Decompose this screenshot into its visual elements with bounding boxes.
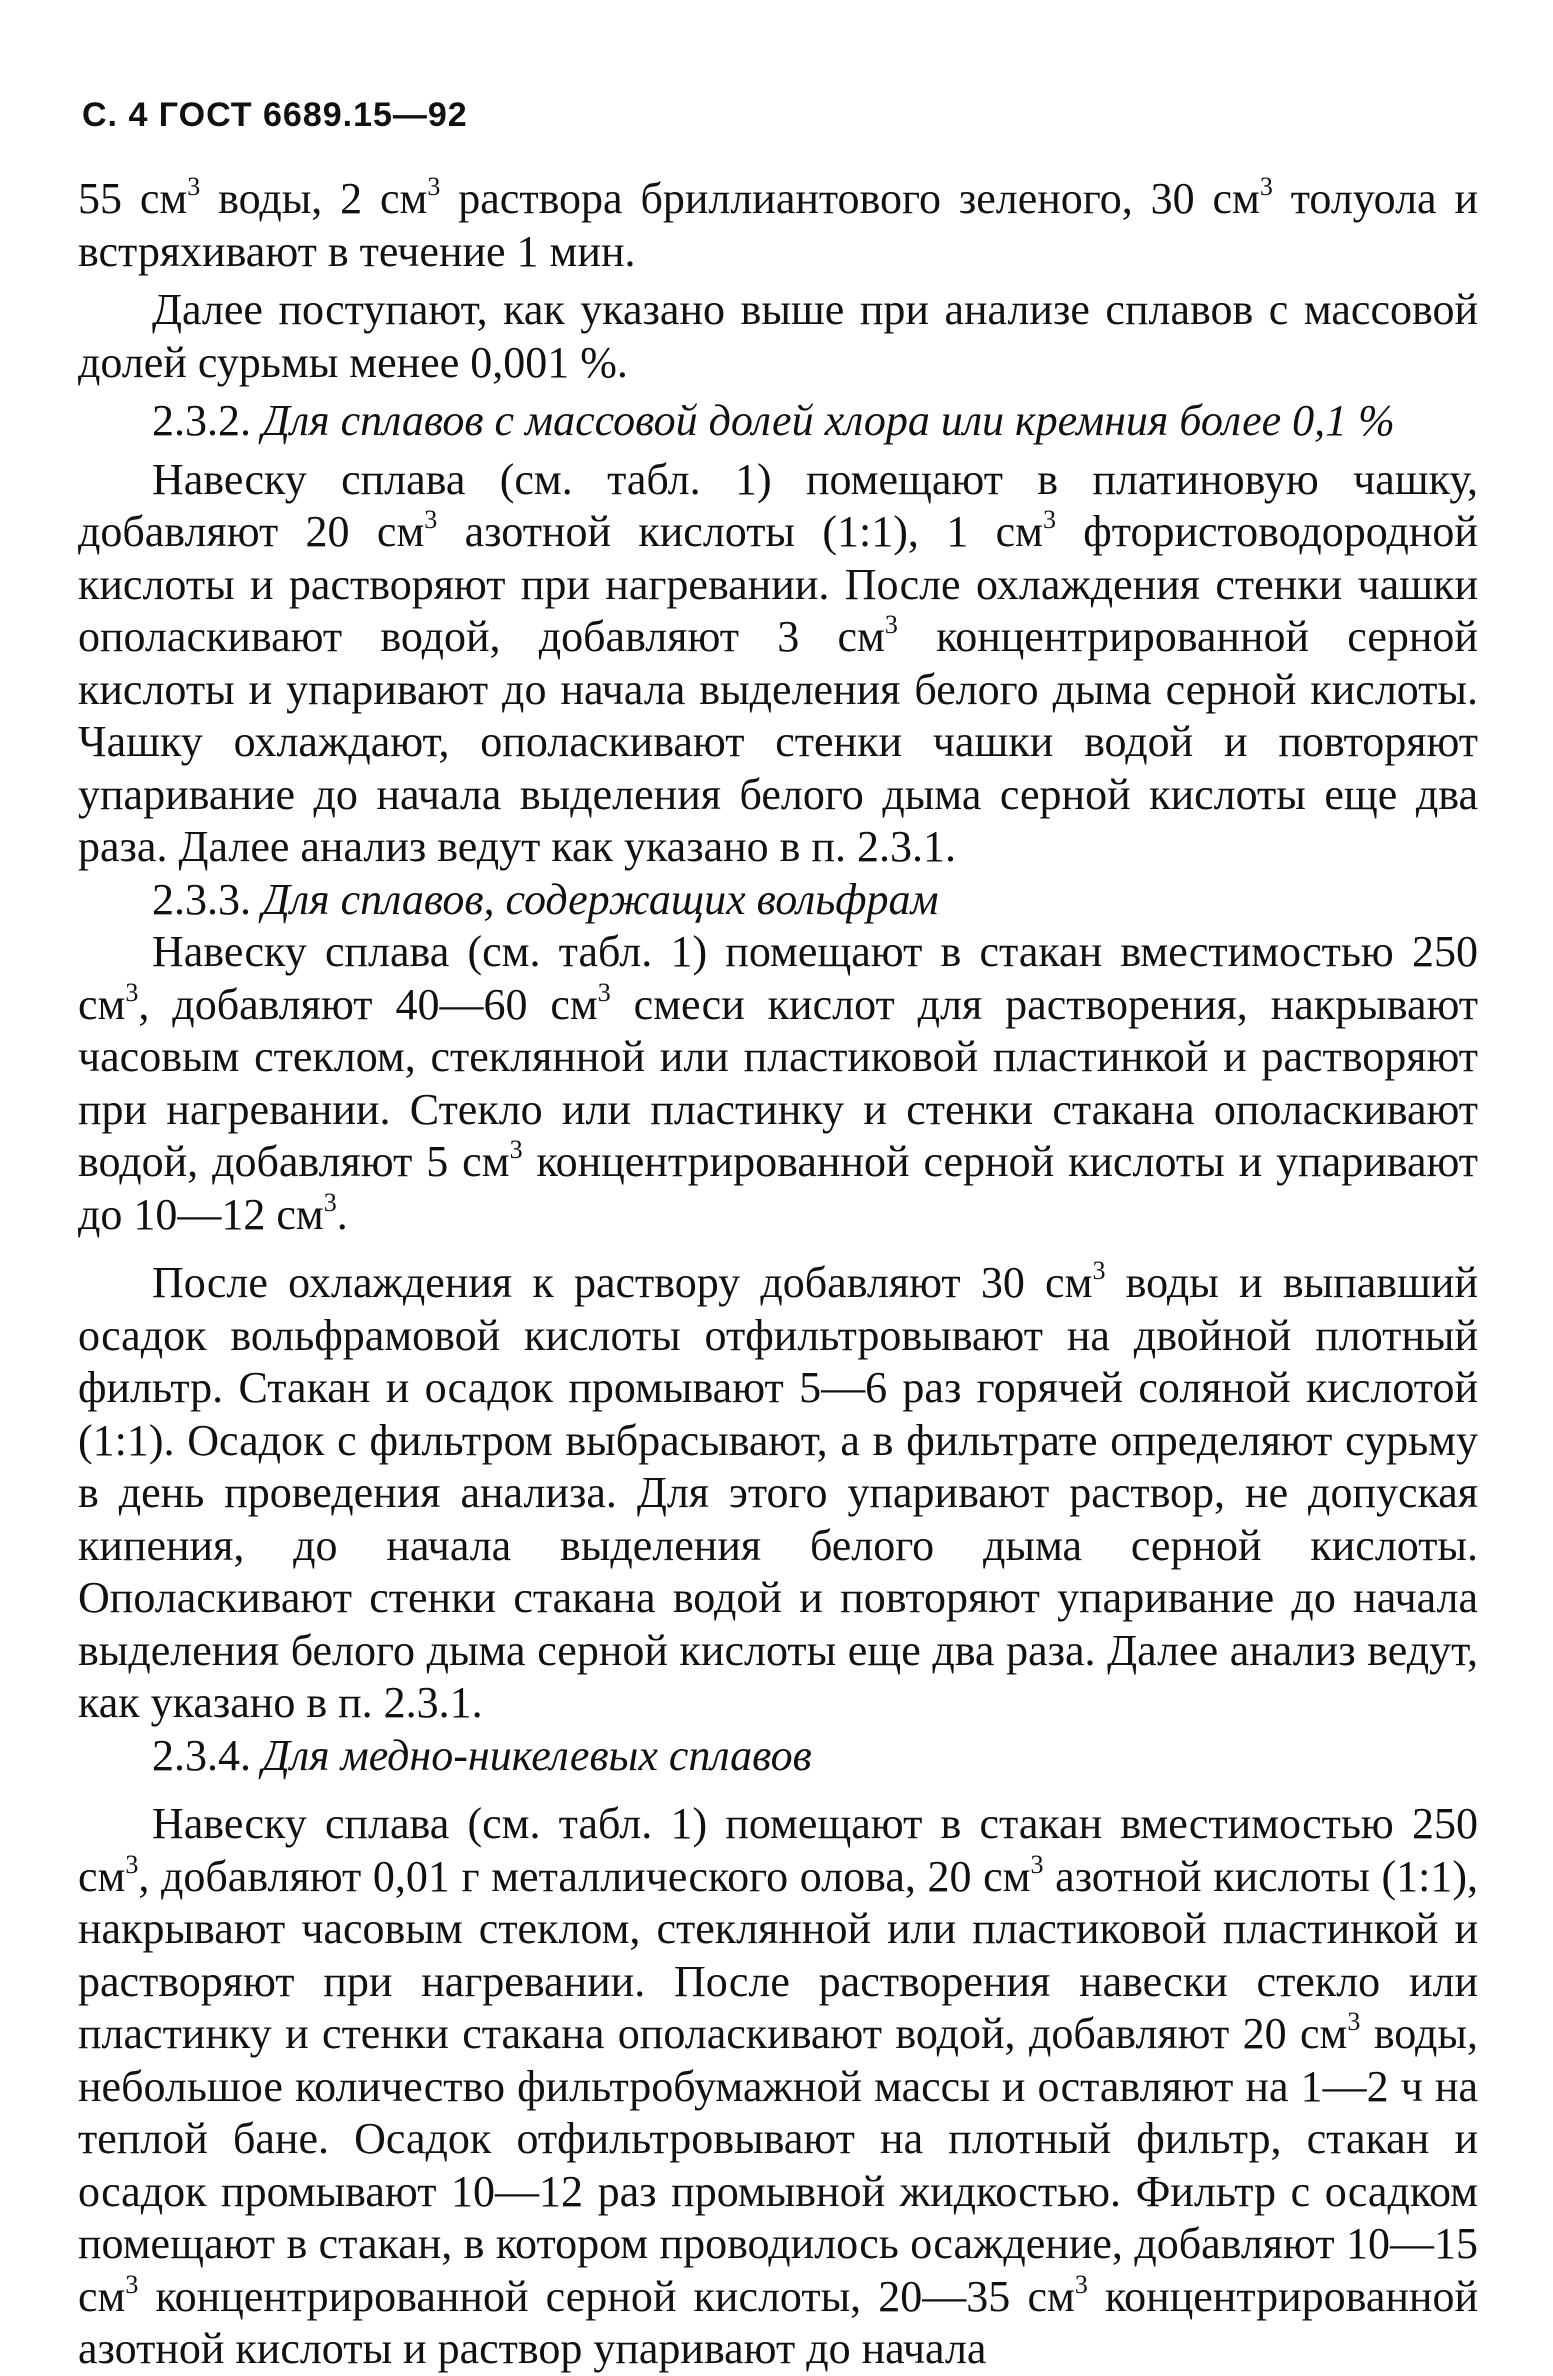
text-run: фтористоводородной кислоты и растворяют при нагревании. После охлаждения стенки чашки ополаскивают водой, добавляют 3 см bbox=[78, 507, 1478, 661]
superscript: 3 bbox=[1074, 2269, 1088, 2299]
text-run: концентрированной серной кислоты и упаривают до начала выделения белого дыма серной кислоты. Чашку охлаждают, ополаскивают стенки чашки водой и повторяют упаривание до начала выделения белого дыма серной кислоты еще два раза. Далее анализ ведут как указано в п. 2.3.1. bbox=[78, 612, 1478, 871]
paragraph-p3 bbox=[78, 395, 1478, 448]
superscript: 3 bbox=[1259, 172, 1273, 201]
text-run: Навеску сплава (см. табл. 1) помещают в стакан вместимостью 250 см bbox=[78, 927, 1478, 1029]
superscript: 3 bbox=[597, 977, 611, 1007]
section-heading-text: Для сплавов, содержащих вольфрам bbox=[262, 874, 939, 924]
page-header: С. 4 ГОСТ 6689.15—92 bbox=[82, 96, 468, 134]
text-run: воды, небольшое количество фильтробумажной массы и оставляют на 1—2 ч на теплой бане. Осадок отфильтровывают на плотный фильтр, стакан и осадок промывают 10—12 раз промывной жидкостью. Фильтр с осадком помещают в стакан, в котором проводилось осаждение, добавляют 10—15 см bbox=[78, 2009, 1478, 2321]
text-run: 2.3.3. bbox=[152, 874, 262, 924]
text-run: Навеску сплава (см. табл. 1) помещают в платиновую чашку, добавляют 20 см bbox=[78, 454, 1478, 556]
text-run: концентрированной серной кислоты и упаривают до 10—12 см bbox=[78, 1137, 1478, 1239]
text-run: , добавляют 0,01 г металлического олова, 20 см bbox=[138, 1851, 1031, 1901]
text-run: толуола и встряхивают в течение 1 мин. bbox=[78, 174, 1479, 276]
paragraph-p2 bbox=[78, 284, 1478, 389]
paragraph-p7 bbox=[78, 1257, 1478, 1730]
text-run: 2.3.4. bbox=[152, 1730, 262, 1780]
section-heading-text: Для медно-никелевых сплавов bbox=[262, 1730, 812, 1780]
text-run: 2.3.2. bbox=[152, 396, 262, 445]
text-run: 55 см bbox=[78, 174, 188, 223]
text-run: воды и выпавший осадок вольфрамовой кислоты отфильтровывают на двойной плотный фильтр. Стакан и осадок промывают 5—6 раз горячей соляной кислотой (1:1). Осадок с фильтром выбрасывают, а в фильтрате определяют сурьму в день проведения анализа. Для этого упаривают раствор, не допуская кипения, до начала выделения белого дыма серной кислоты. Ополаскивают стенки стакана водой и повторяют упаривание до начала выделения белого дыма серной кислоты еще два раза. Далее анализ ведут, как указано в п. 2.3.1. bbox=[78, 1258, 1478, 1727]
superscript: 3 bbox=[509, 1135, 523, 1164]
superscript: 3 bbox=[125, 1849, 139, 1879]
superscript: 3 bbox=[125, 2269, 139, 2299]
text-run: . bbox=[336, 1189, 348, 1239]
superscript: 3 bbox=[125, 977, 139, 1007]
superscript: 3 bbox=[427, 172, 441, 201]
paragraph-p6 bbox=[78, 926, 1478, 1241]
text-run: Навеску сплава (см. табл. 1) помещают в стакан вместимостью 250 см bbox=[78, 1799, 1478, 1901]
paragraph-p9 bbox=[78, 1798, 1478, 2376]
superscript: 3 bbox=[323, 1187, 337, 1217]
paragraph-p4 bbox=[78, 454, 1478, 874]
superscript: 3 bbox=[1042, 505, 1056, 534]
superscript: 3 bbox=[884, 610, 898, 639]
paragraph-p5 bbox=[78, 874, 1478, 927]
text-run: азотной кислоты (1:1), 1 см bbox=[437, 507, 1043, 556]
text-run: смеси кислот для растворения, накрывают часовым стеклом, стеклянной или пластиковой пластинкой и растворяют при нагревании. Стекло или пластинку и стенки стакана ополаскивают водой, добавляют 5 см bbox=[78, 979, 1478, 1186]
text-run: воды, 2 см bbox=[200, 174, 428, 223]
superscript: 3 bbox=[1347, 2007, 1361, 2036]
text-run: После охлаждения к раствору добавляют 30 см bbox=[152, 1258, 1093, 1307]
text-run: , добавляют 40—60 см bbox=[138, 979, 598, 1029]
text-run: азотной кислоты (1:1), накрывают часовым стеклом, стеклянной или пластиковой пластинкой и растворяют при нагревании. После растворения навески стекло или пластинку и стенки стакана ополаскивают водой, добавляют 20 см bbox=[78, 1851, 1478, 2058]
paragraph-p1 bbox=[78, 173, 1478, 278]
text-run: Далее поступают, как указано выше при анализе сплавов с массовой долей сурьмы менее 0,001 %. bbox=[78, 285, 1478, 387]
document-body bbox=[78, 173, 1478, 2376]
text-run: концентрированной азотной кислоты и раствор упаривают до начала bbox=[78, 2271, 1478, 2373]
superscript: 3 bbox=[1030, 1849, 1044, 1879]
text-run: раствора бриллиантового зеленого, 30 см bbox=[440, 174, 1260, 223]
superscript: 3 bbox=[1092, 1256, 1106, 1285]
section-heading-text: Для сплавов с массовой долей хлора или кремния более 0,1 % bbox=[262, 396, 1395, 445]
paragraph-p8 bbox=[78, 1730, 1478, 1783]
superscript: 3 bbox=[187, 172, 201, 201]
superscript: 3 bbox=[424, 505, 438, 534]
text-run: концентрированной серной кислоты, 20—35 см bbox=[138, 2271, 1075, 2321]
document-page bbox=[78, 96, 1478, 2376]
